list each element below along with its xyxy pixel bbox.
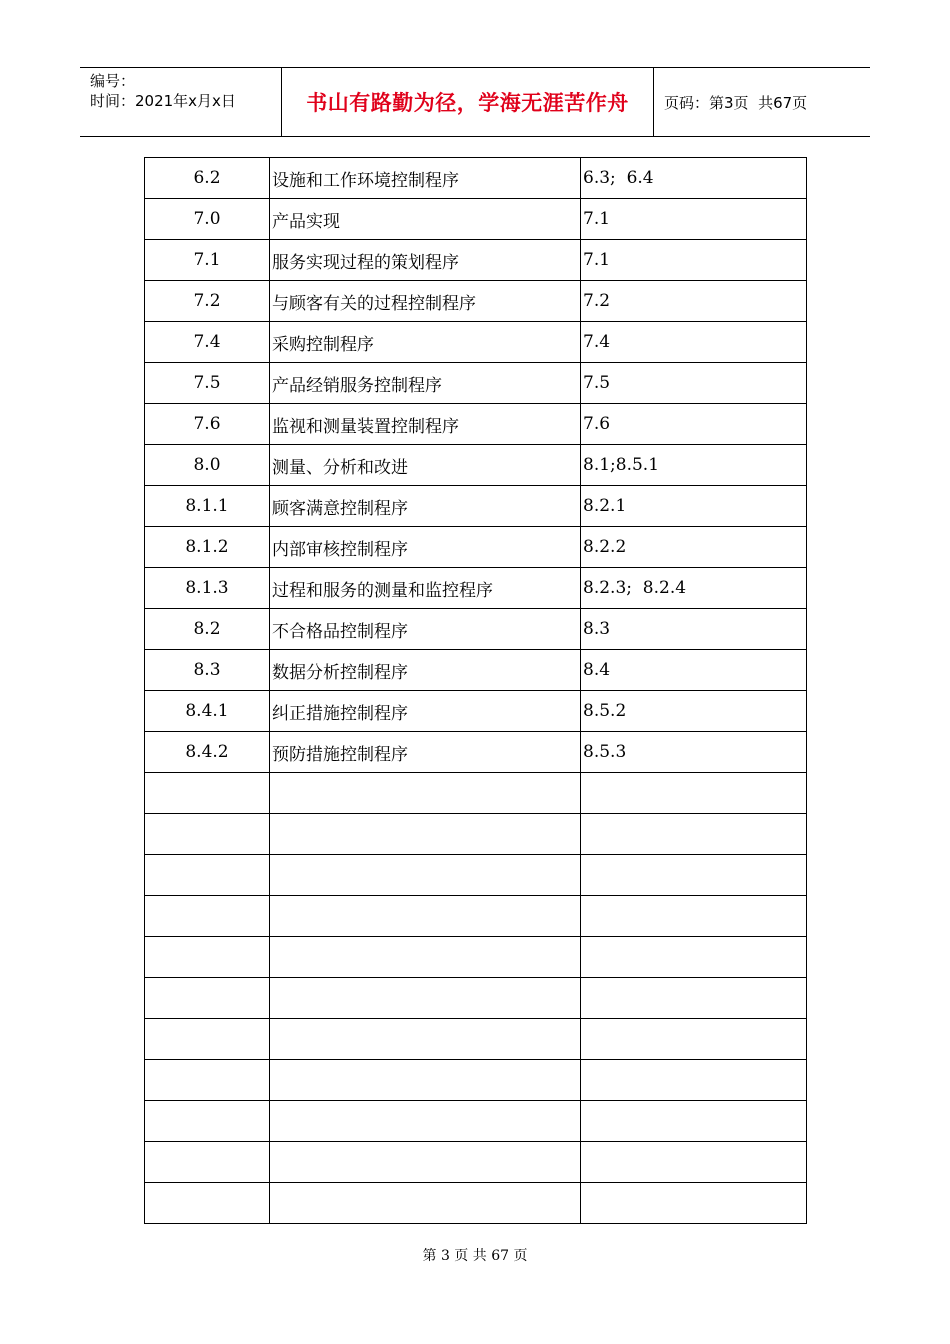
section-number-cell: 6.2	[145, 158, 270, 199]
section-number-cell	[145, 978, 270, 1019]
clause-reference-cell	[581, 937, 807, 978]
section-number-cell: 8.1.1	[145, 486, 270, 527]
section-number-cell: 8.3	[145, 650, 270, 691]
procedure-name-cell: 采购控制程序	[270, 322, 581, 363]
procedure-name-cell: 产品经销服务控制程序	[270, 363, 581, 404]
procedure-name-cell	[270, 855, 581, 896]
procedure-name-cell: 顾客满意控制程序	[270, 486, 581, 527]
procedure-name-cell	[270, 1101, 581, 1142]
clause-reference-cell	[581, 855, 807, 896]
section-number-cell: 8.1.3	[145, 568, 270, 609]
section-number-cell: 7.5	[145, 363, 270, 404]
document-date: 时间：2021年x月x日	[90, 92, 236, 110]
section-number-cell: 8.1.2	[145, 527, 270, 568]
procedure-name-cell	[270, 1060, 581, 1101]
clause-reference-cell: 8.3	[581, 609, 807, 650]
table-row	[145, 814, 807, 855]
clause-reference-cell: 8.1;8.5.1	[581, 445, 807, 486]
procedure-name-cell	[270, 978, 581, 1019]
section-number-cell	[145, 1142, 270, 1183]
section-number-cell	[145, 814, 270, 855]
procedure-name-cell: 测量、分析和改进	[270, 445, 581, 486]
table-row	[145, 281, 807, 322]
table-row	[145, 609, 807, 650]
section-number-cell	[145, 937, 270, 978]
table-row	[145, 650, 807, 691]
header-page-info: 页码：第3页 共67页	[664, 93, 808, 112]
procedure-name-cell: 纠正措施控制程序	[270, 691, 581, 732]
procedure-name-cell: 不合格品控制程序	[270, 609, 581, 650]
procedure-name-cell	[270, 773, 581, 814]
procedure-table	[144, 157, 807, 1224]
section-number-cell: 8.4.1	[145, 691, 270, 732]
procedure-name-cell	[270, 896, 581, 937]
procedure-table-body	[145, 158, 807, 1224]
section-number-cell	[145, 1183, 270, 1224]
clause-reference-cell	[581, 978, 807, 1019]
table-row	[145, 322, 807, 363]
clause-reference-cell	[581, 1101, 807, 1142]
procedure-name-cell: 服务实现过程的策划程序	[270, 240, 581, 281]
procedure-name-cell	[270, 1142, 581, 1183]
clause-reference-cell	[581, 896, 807, 937]
section-number-cell	[145, 773, 270, 814]
section-number-cell: 8.2	[145, 609, 270, 650]
clause-reference-cell: 7.4	[581, 322, 807, 363]
clause-reference-cell: 6.3; 6.4	[581, 158, 807, 199]
table-row	[145, 486, 807, 527]
procedure-name-cell: 与顾客有关的过程控制程序	[270, 281, 581, 322]
header-motto: 书山有路勤为径，学海无涯苦作舟	[282, 68, 654, 136]
clause-reference-cell: 7.5	[581, 363, 807, 404]
table-row	[145, 937, 807, 978]
section-number-cell	[145, 1019, 270, 1060]
section-number-cell: 7.2	[145, 281, 270, 322]
document-number-label: 编号：	[90, 72, 136, 90]
table-row	[145, 896, 807, 937]
table-row	[145, 445, 807, 486]
table-row	[145, 527, 807, 568]
section-number-cell: 7.4	[145, 322, 270, 363]
clause-reference-cell: 8.5.2	[581, 691, 807, 732]
section-number-cell: 8.0	[145, 445, 270, 486]
procedure-name-cell: 数据分析控制程序	[270, 650, 581, 691]
clause-reference-cell	[581, 1019, 807, 1060]
clause-reference-cell	[581, 1183, 807, 1224]
table-row	[145, 732, 807, 773]
table-row	[145, 855, 807, 896]
clause-reference-cell	[581, 1060, 807, 1101]
procedure-name-cell: 预防措施控制程序	[270, 732, 581, 773]
header-meta	[80, 68, 282, 136]
table-row	[145, 158, 807, 199]
table-row	[145, 363, 807, 404]
clause-reference-cell: 8.2.2	[581, 527, 807, 568]
section-number-cell: 7.1	[145, 240, 270, 281]
table-row	[145, 1060, 807, 1101]
procedure-name-cell: 内部审核控制程序	[270, 527, 581, 568]
section-number-cell: 7.6	[145, 404, 270, 445]
clause-reference-cell: 7.2	[581, 281, 807, 322]
table-row	[145, 978, 807, 1019]
table-row	[145, 773, 807, 814]
clause-reference-cell: 8.5.3	[581, 732, 807, 773]
clause-reference-cell: 8.2.1	[581, 486, 807, 527]
procedure-name-cell: 设施和工作环境控制程序	[270, 158, 581, 199]
table-row	[145, 199, 807, 240]
section-number-cell	[145, 896, 270, 937]
clause-reference-cell: 8.2.3; 8.2.4	[581, 568, 807, 609]
procedure-name-cell: 过程和服务的测量和监控程序	[270, 568, 581, 609]
clause-reference-cell: 8.4	[581, 650, 807, 691]
section-number-cell	[145, 855, 270, 896]
procedure-name-cell	[270, 937, 581, 978]
clause-reference-cell	[581, 773, 807, 814]
section-number-cell	[145, 1060, 270, 1101]
table-row	[145, 404, 807, 445]
clause-reference-cell	[581, 1142, 807, 1183]
page-footer: 第 3 页 共 67 页	[422, 1248, 528, 1264]
section-number-cell	[145, 1101, 270, 1142]
table-row	[145, 1019, 807, 1060]
clause-reference-cell: 7.6	[581, 404, 807, 445]
table-row	[145, 1142, 807, 1183]
clause-reference-cell: 7.1	[581, 240, 807, 281]
clause-reference-cell: 7.1	[581, 199, 807, 240]
section-number-cell: 7.0	[145, 199, 270, 240]
table-row	[145, 1101, 807, 1142]
procedure-name-cell: 产品实现	[270, 199, 581, 240]
procedure-name-cell: 监视和测量装置控制程序	[270, 404, 581, 445]
procedure-name-cell	[270, 814, 581, 855]
table-row	[145, 1183, 807, 1224]
page-header	[80, 67, 870, 137]
clause-reference-cell	[581, 814, 807, 855]
table-row	[145, 240, 807, 281]
table-row	[145, 691, 807, 732]
section-number-cell: 8.4.2	[145, 732, 270, 773]
procedure-name-cell	[270, 1183, 581, 1224]
procedure-name-cell	[270, 1019, 581, 1060]
table-row	[145, 568, 807, 609]
